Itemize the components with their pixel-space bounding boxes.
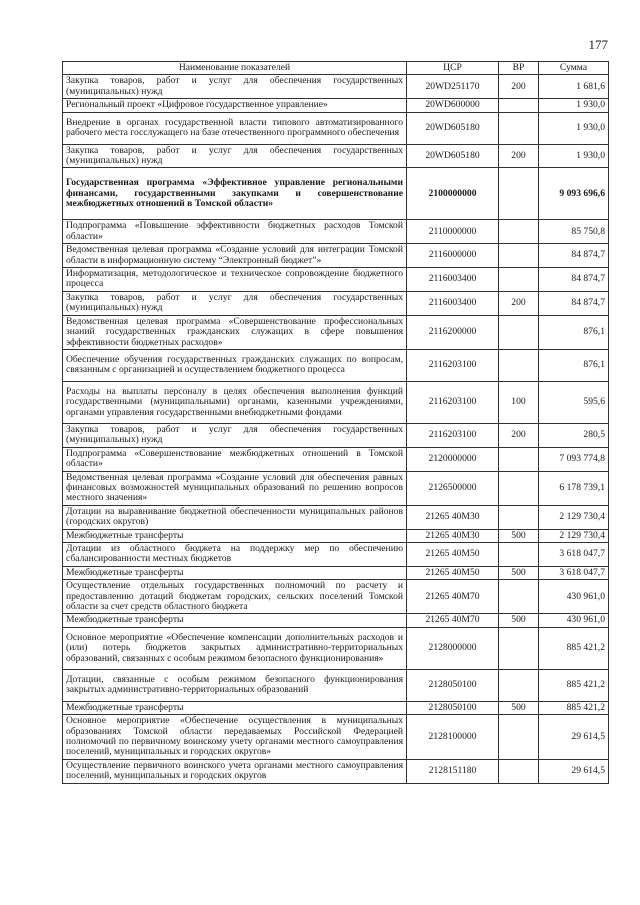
- budget-table: [62, 61, 609, 784]
- row-sum: 29 614,5: [539, 715, 609, 760]
- row-vr: [499, 315, 539, 349]
- row-name: Межбюджетные трансферты: [63, 701, 407, 714]
- row-name: Межбюджетные трансферты: [63, 529, 407, 542]
- page-number: 177: [588, 37, 608, 52]
- row-vr: 500: [499, 529, 539, 542]
- table-row: [63, 168, 609, 220]
- header-vr: ВР: [499, 62, 539, 75]
- row-name: Региональный проект «Цифровое государственное управление»: [63, 99, 407, 112]
- table-row: [63, 144, 609, 168]
- table-row: [63, 614, 609, 627]
- row-name: Дотации из областного бюджета на поддержку мер по обеспечению сбалансированности местных бюджетов: [63, 542, 407, 566]
- header-code: ЦСР: [407, 62, 499, 75]
- row-vr: [499, 168, 539, 220]
- row-code: 20WD605180: [407, 112, 499, 144]
- row-vr: [499, 99, 539, 112]
- table-row: [63, 715, 609, 760]
- row-sum: 29 614,5: [539, 759, 609, 783]
- table-row: [63, 75, 609, 99]
- table-row: [63, 505, 609, 529]
- row-name: Осуществление отдельных государственных полномочий по расчету и предоставлению дотаций бюджетам городских, сельских поселений Томской области за счет средств областного бюджета: [63, 580, 407, 614]
- row-code: 2128151180: [407, 759, 499, 783]
- row-sum: 430 961,0: [539, 580, 609, 614]
- row-name: Дотации, связанные с особым режимом безопасного функционирования закрытых административно-территориальных образований: [63, 669, 407, 701]
- row-code: 2116203100: [407, 423, 499, 447]
- row-name: Информатизация, методологическое и техническое сопровождение бюджетного процесса: [63, 268, 407, 292]
- row-vr: [499, 220, 539, 244]
- row-code: 20WD605180: [407, 144, 499, 168]
- row-sum: 84 874,7: [539, 291, 609, 315]
- row-name: Закупка товаров, работ и услуг для обеспечения государственных (муниципальных) нужд: [63, 144, 407, 168]
- table-row: [63, 268, 609, 292]
- row-code: 21265 40М30: [407, 505, 499, 529]
- row-code: 2128100000: [407, 715, 499, 760]
- row-sum: 1 930,0: [539, 99, 609, 112]
- row-code: 21265 40М30: [407, 529, 499, 542]
- table-row: [63, 99, 609, 112]
- row-name: Дотации на выравнивание бюджетной обеспеченности муниципальных районов (городских округов): [63, 505, 407, 529]
- row-name: Ведомственная целевая программа «Совершенствование профессиональных знаний государственных гражданских служащих в сфере повышения эффективности бюджетных расходов»: [63, 315, 407, 349]
- row-code: 21265 40М70: [407, 580, 499, 614]
- row-vr: 200: [499, 423, 539, 447]
- row-vr: [499, 349, 539, 381]
- row-sum: 3 618 047,7: [539, 542, 609, 566]
- header-name: Наименование показателей: [63, 62, 407, 75]
- row-sum: 84 874,7: [539, 244, 609, 268]
- row-code: 2128050100: [407, 701, 499, 714]
- row-vr: 500: [499, 614, 539, 627]
- row-sum: 3 618 047,7: [539, 566, 609, 579]
- row-code: 21265 40М50: [407, 542, 499, 566]
- row-name: Обеспечение обучения государственных гражданских служащих по вопросам, связанным с организацией и осуществлением бюджетного процесса: [63, 349, 407, 381]
- table-row: [63, 566, 609, 579]
- row-code: 21265 40М50: [407, 566, 499, 579]
- row-name: Закупка товаров, работ и услуг для обеспечения государственных (муниципальных) нужд: [63, 423, 407, 447]
- row-sum: 7 093 774,8: [539, 447, 609, 471]
- row-sum: 9 093 696,6: [539, 168, 609, 220]
- row-sum: 595,6: [539, 381, 609, 423]
- row-code: 2116203100: [407, 381, 499, 423]
- row-code: 2128000000: [407, 627, 499, 669]
- header-sum: Сумма: [539, 62, 609, 75]
- row-name: Ведомственная целевая программа «Создание условий для обеспечения равных финансовых возможностей муниципальных образований по решению вопросов местного значения»: [63, 471, 407, 505]
- row-vr: 200: [499, 75, 539, 99]
- row-name: Расходы на выплаты персоналу в целях обеспечения выполнения функций государственными (муниципальными) органами, казенными учреждениями, органами управления государственными внебюджетными фондами: [63, 381, 407, 423]
- row-sum: 85 750,8: [539, 220, 609, 244]
- row-sum: 84 874,7: [539, 268, 609, 292]
- table-row: [63, 529, 609, 542]
- table-row: [63, 112, 609, 144]
- row-code: 2120000000: [407, 447, 499, 471]
- table-row: [63, 542, 609, 566]
- table-row: [63, 669, 609, 701]
- row-sum: 876,1: [539, 349, 609, 381]
- row-code: 2116203100: [407, 349, 499, 381]
- row-sum: 1 681,6: [539, 75, 609, 99]
- row-code: 21265 40М70: [407, 614, 499, 627]
- table-body: [63, 75, 609, 783]
- row-sum: 6 178 739,1: [539, 471, 609, 505]
- row-vr: 500: [499, 701, 539, 714]
- row-name: Осуществление первичного воинского учета органами местного самоуправления поселений, муниципальных и городских округов: [63, 759, 407, 783]
- row-vr: [499, 669, 539, 701]
- row-vr: 500: [499, 566, 539, 579]
- row-name: Внедрение в органах государственной власти типового автоматизированного рабочего места госслужащего на базе отечественного программного обеспечения: [63, 112, 407, 144]
- row-sum: 885 421,2: [539, 701, 609, 714]
- row-vr: 200: [499, 144, 539, 168]
- row-name: Подпрограмма «Совершенствование межбюджетных отношений в Томской области»: [63, 447, 407, 471]
- table-row: [63, 244, 609, 268]
- row-sum: 2 129 730,4: [539, 505, 609, 529]
- row-name: Основное мероприятие «Обеспечение осуществления в муниципальных образованиях Томской области передаваемых Российской Федерацией полномочий по первичному воинскому учету органами местного самоуправления поселений, муниципальных и городских округов»: [63, 715, 407, 760]
- row-sum: 2 129 730,4: [539, 529, 609, 542]
- row-code: 20WD251170: [407, 75, 499, 99]
- row-code: 2110000000: [407, 220, 499, 244]
- table-header-row: [63, 62, 609, 75]
- row-code: 2116003400: [407, 291, 499, 315]
- row-vr: [499, 112, 539, 144]
- table-row: [63, 291, 609, 315]
- row-sum: 876,1: [539, 315, 609, 349]
- row-code: 2116000000: [407, 244, 499, 268]
- row-vr: [499, 627, 539, 669]
- row-vr: [499, 580, 539, 614]
- row-code: 2116003400: [407, 268, 499, 292]
- row-vr: 200: [499, 291, 539, 315]
- row-name: Ведомственная целевая программа «Создание условий для интеграции Томской области в информационную систему “Электронный бюджет”»: [63, 244, 407, 268]
- row-vr: [499, 447, 539, 471]
- row-vr: 100: [499, 381, 539, 423]
- row-sum: 1 930,0: [539, 112, 609, 144]
- row-vr: [499, 759, 539, 783]
- row-name: Подпрограмма «Повышение эффективности бюджетных расходов Томской области»: [63, 220, 407, 244]
- row-name: Основное мероприятие «Обеспечение компенсации дополнительных расходов и (или) потерь бюджетов закрытых административно-территориальных образований, связанных с особым режимом безопасного функционирования»: [63, 627, 407, 669]
- row-code: 2126500000: [407, 471, 499, 505]
- table-row: [63, 349, 609, 381]
- row-vr: [499, 244, 539, 268]
- row-code: 2116200000: [407, 315, 499, 349]
- row-name: Закупка товаров, работ и услуг для обеспечения государственных (муниципальных) нужд: [63, 75, 407, 99]
- row-name: Межбюджетные трансферты: [63, 566, 407, 579]
- table-row: [63, 701, 609, 714]
- row-vr: [499, 542, 539, 566]
- table-row: [63, 447, 609, 471]
- table-row: [63, 423, 609, 447]
- row-vr: [499, 715, 539, 760]
- table-row: [63, 580, 609, 614]
- row-vr: [499, 268, 539, 292]
- row-name: Межбюджетные трансферты: [63, 614, 407, 627]
- row-vr: [499, 471, 539, 505]
- table-row: [63, 627, 609, 669]
- row-sum: 885 421,2: [539, 669, 609, 701]
- table-row: [63, 220, 609, 244]
- table-row: [63, 471, 609, 505]
- table-row: [63, 315, 609, 349]
- row-sum: 1 930,0: [539, 144, 609, 168]
- row-sum: 885 421,2: [539, 627, 609, 669]
- row-sum: 280,5: [539, 423, 609, 447]
- row-code: 2100000000: [407, 168, 499, 220]
- row-code: 20WD600000: [407, 99, 499, 112]
- row-vr: [499, 505, 539, 529]
- row-name: Государственная программа «Эффективное управление региональными финансами, государственными закупками и совершенствование межбюджетных отношений в Томской области»: [63, 168, 407, 220]
- row-sum: 430 961,0: [539, 614, 609, 627]
- table-row: [63, 759, 609, 783]
- table-row: [63, 381, 609, 423]
- row-name: Закупка товаров, работ и услуг для обеспечения государственных (муниципальных) нужд: [63, 291, 407, 315]
- row-code: 2128050100: [407, 669, 499, 701]
